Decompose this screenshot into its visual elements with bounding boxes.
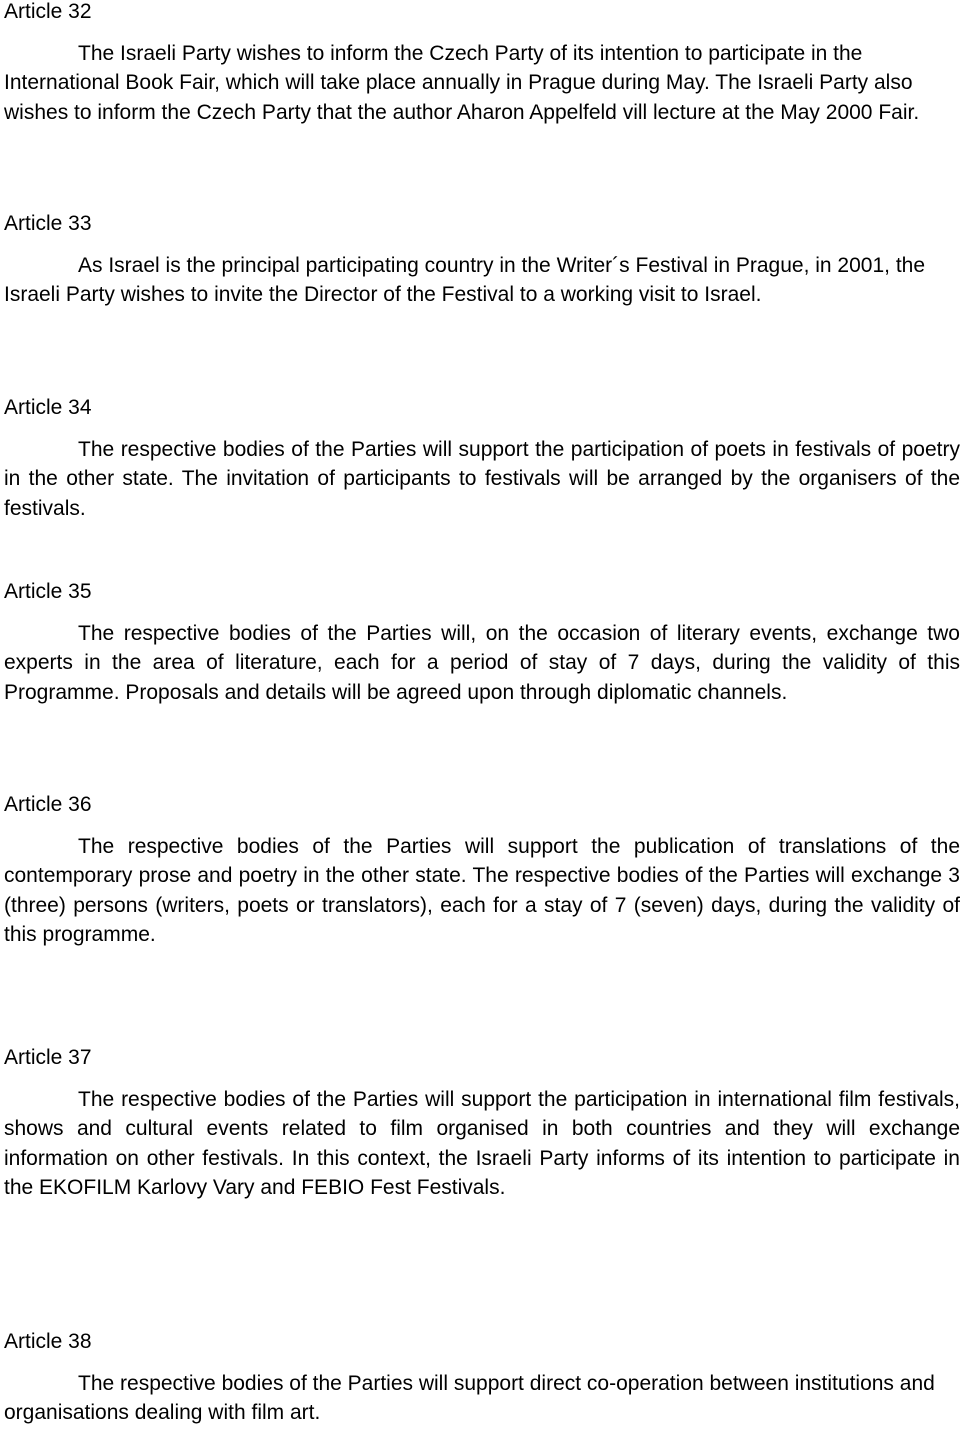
article-heading: Article 37: [4, 1046, 92, 1069]
article-text: The Israeli Party wishes to inform the Czech Party of its intention to participate in the International Book Fair, which will take place annually in Prague during May. The Israeli Party also wishes to inform the Czech Party that the author Aharon Appelfeld vill lecture at the May 2000 Fair.: [4, 42, 920, 124]
article-36: [4, 790, 960, 949]
article-heading: Article 35: [4, 580, 92, 603]
article-37: [4, 1043, 960, 1202]
article-35: [4, 577, 960, 707]
article-text: As Israel is the principal participating country in the Writer´s Festival in Prague, in 2001, the Israeli Party wishes to invite the Director of the Festival to a working visit to Israel.: [4, 254, 926, 307]
article-38: [4, 1327, 960, 1428]
article-text: The respective bodies of the Parties will support the publication of translations of the contemporary prose and poetry in the other state. The respective bodies of the Parties will exchange 3 (three) persons (writers, poets or translators), each for a stay of 7 (seven) days, during the validity of this programme.: [4, 835, 960, 946]
article-text: The respective bodies of the Parties will support the participation of poets in festivals of poetry in the other state. The invitation of participants to festivals will be arranged by the organisers of the festivals.: [4, 438, 960, 520]
article-text: The respective bodies of the Parties will, on the occasion of literary events, exchange two experts in the area of literature, each for a period of stay of 7 days, during the validity of this Programme. Proposals and details will be agreed upon through diplomatic channels.: [4, 622, 960, 704]
article-32: [4, 0, 960, 127]
article-heading: Article 32: [4, 0, 92, 23]
article-heading: Article 33: [4, 212, 92, 235]
article-text: The respective bodies of the Parties will support direct co-operation between institutions and organisations dealing with film art.: [4, 1372, 935, 1425]
article-heading: Article 34: [4, 396, 92, 419]
article-text: The respective bodies of the Parties will support the participation in international film festivals, shows and cultural events related to film organised in both countries and they will exchange information on other festivals. In this context, the Israeli Party informs of its intention to participate in the EKOFILM Karlovy Vary and FEBIO Fest Festivals.: [4, 1088, 960, 1199]
article-34: [4, 393, 960, 523]
article-heading: Article 36: [4, 793, 92, 816]
article-heading: Article 38: [4, 1330, 92, 1353]
article-33: [4, 209, 960, 310]
